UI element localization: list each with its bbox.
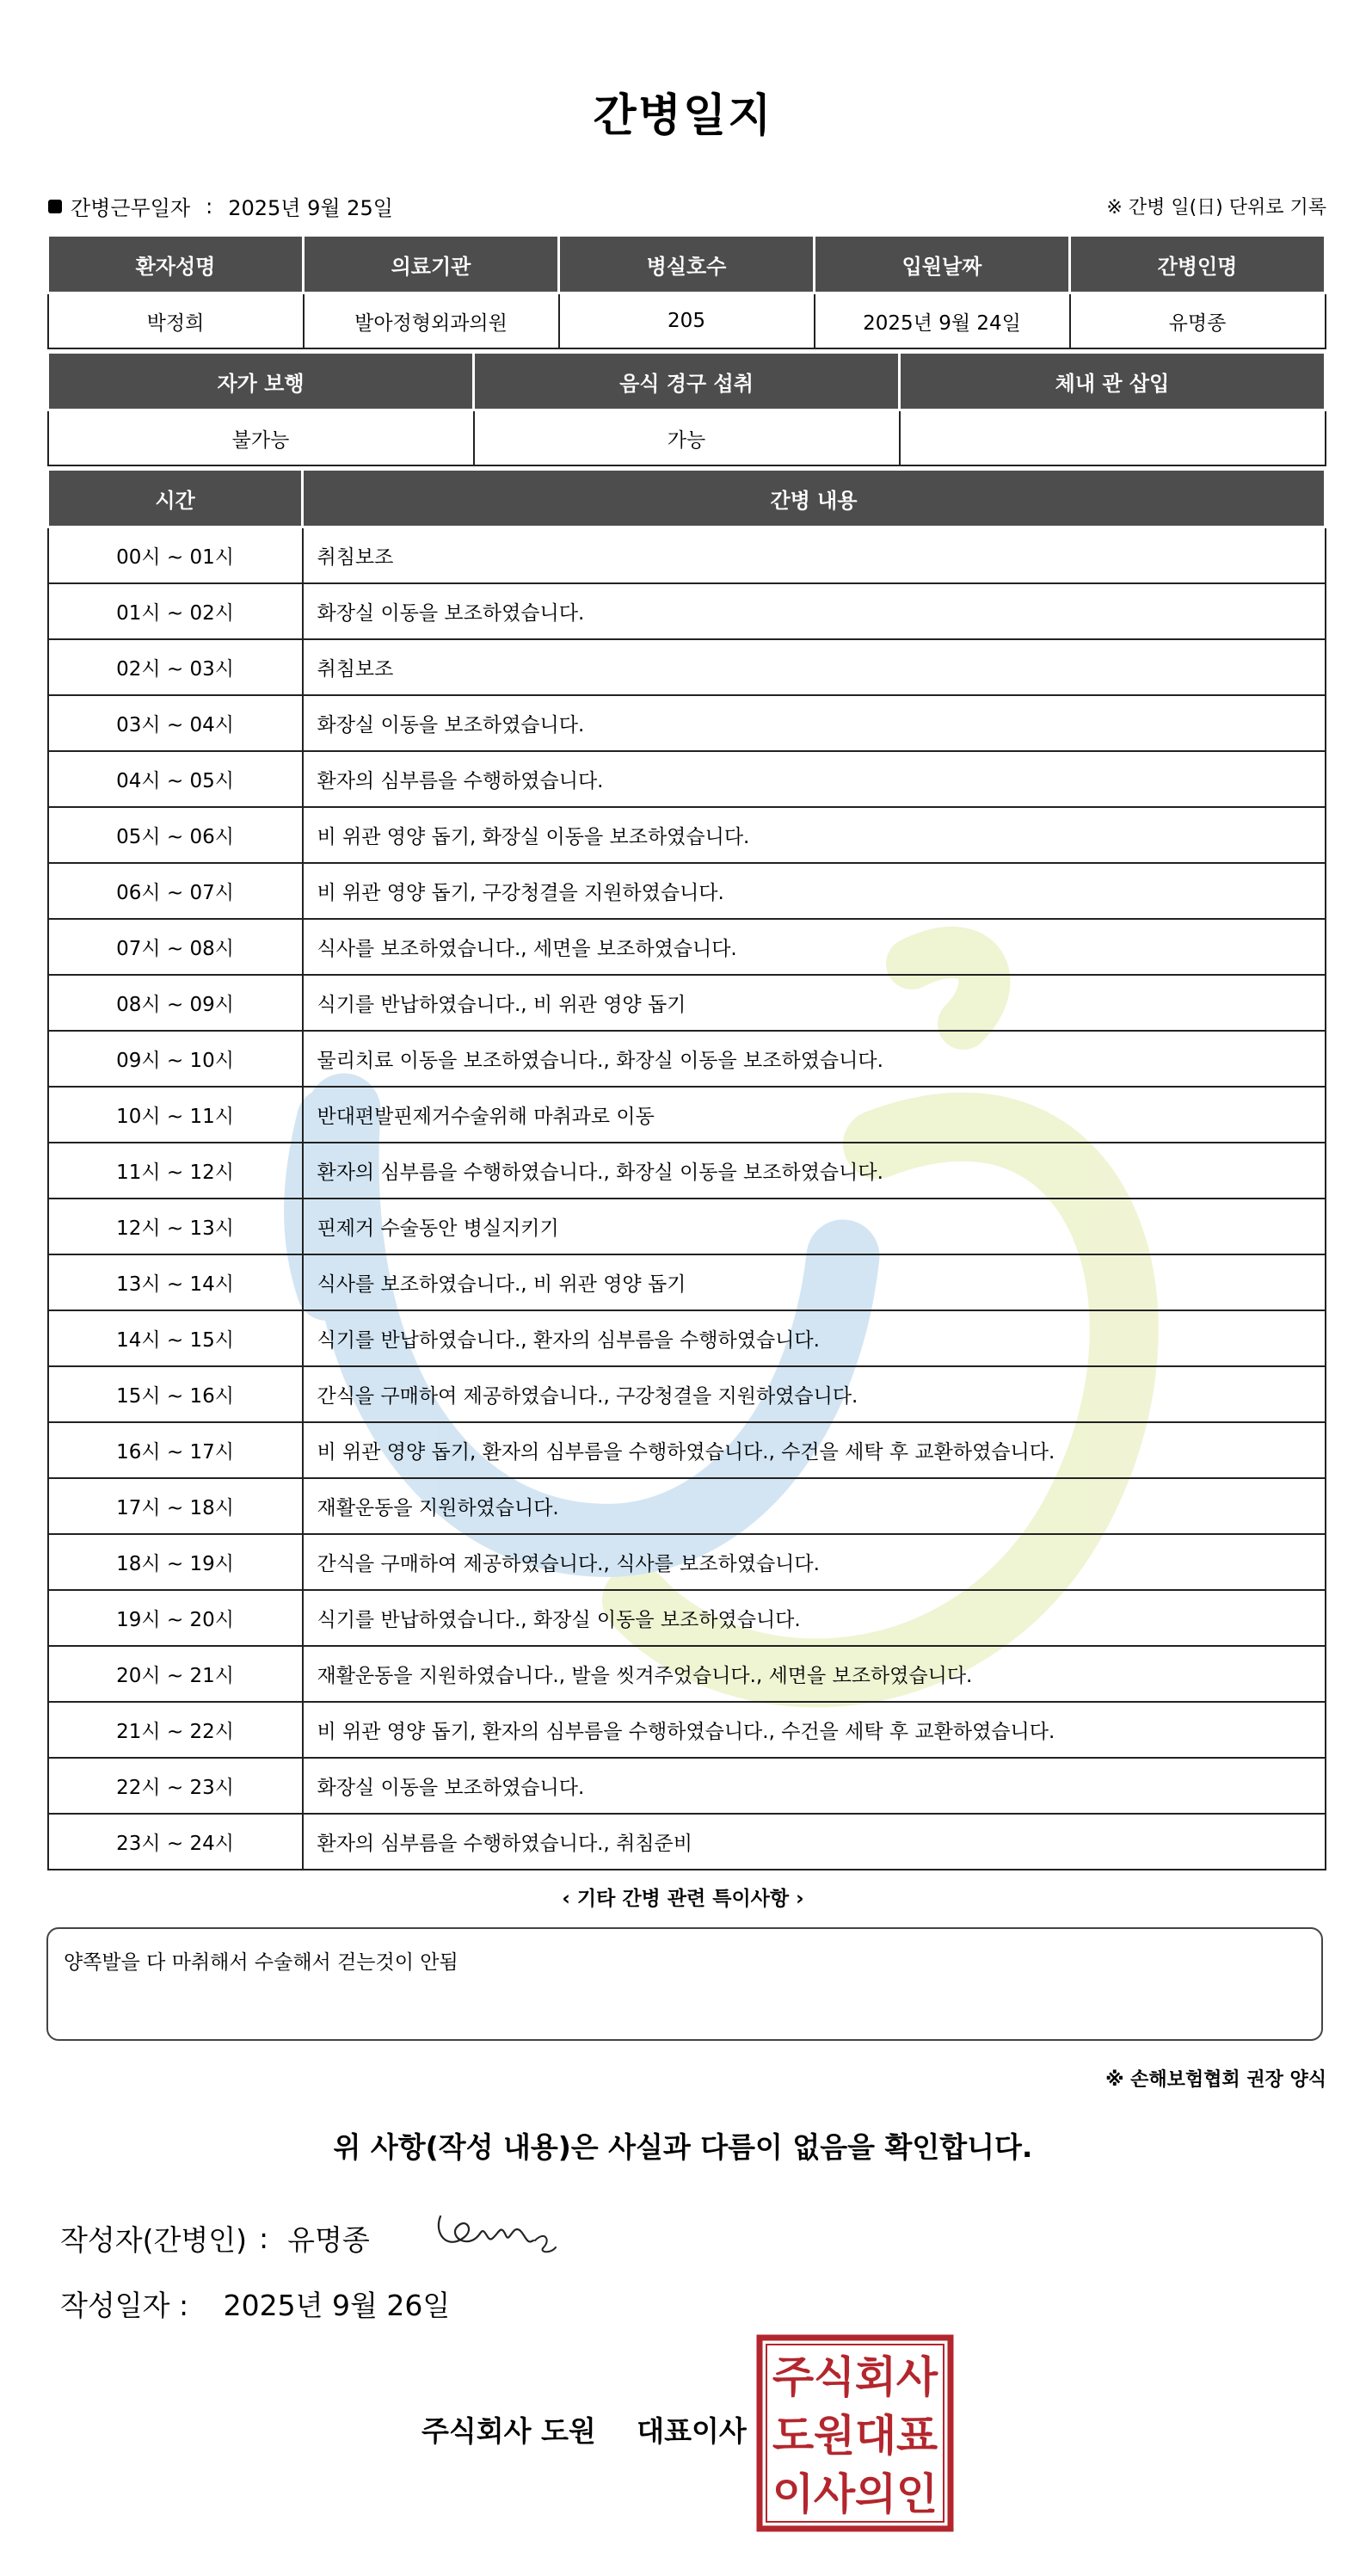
care-log-table — [46, 468, 1326, 1870]
log-content: 취침보조 — [303, 639, 1326, 695]
patient-status-table — [46, 351, 1326, 466]
header-room: 병실호수 — [559, 236, 815, 293]
log-content: 식기를 반납하였습니다., 환자의 심부름을 수행하였습니다. — [303, 1310, 1326, 1366]
log-row — [48, 1814, 1326, 1870]
log-content: 환자의 심부름을 수행하였습니다. — [303, 751, 1326, 807]
log-time: 21시 ~ 22시 — [48, 1702, 303, 1758]
seal-character: 인 — [895, 2469, 938, 2519]
log-time: 09시 ~ 10시 — [48, 1031, 303, 1087]
log-content: 환자의 심부름을 수행하였습니다., 취침준비 — [303, 1814, 1326, 1870]
log-time: 14시 ~ 15시 — [48, 1310, 303, 1366]
page-title: 간병일지 — [593, 90, 773, 142]
self-walking-value: 불가능 — [48, 410, 474, 466]
admission-date: 2025년 9월 24일 — [815, 293, 1070, 349]
header-patient-name: 환자성명 — [48, 236, 304, 293]
company-ceo-title: 대표이사 — [637, 2414, 747, 2448]
header-admission-date: 입원날짜 — [815, 236, 1070, 293]
header-tube-insertion: 체내 관 삽입 — [900, 353, 1326, 410]
seal-character: 원 — [813, 2411, 856, 2461]
log-time: 11시 ~ 12시 — [48, 1143, 303, 1199]
remarks-title: ‹ 기타 간병 관련 특이사항 › — [562, 1888, 804, 1910]
log-content: 비 위관 영양 돕기, 환자의 심부름을 수행하였습니다., 수건을 세탁 후 교환하였습니다. — [303, 1422, 1326, 1478]
log-content: 취침보조 — [303, 527, 1326, 584]
log-time: 23시 ~ 24시 — [48, 1814, 303, 1870]
log-row — [48, 751, 1326, 807]
log-row — [48, 1758, 1326, 1814]
log-content: 비 위관 영양 돕기, 구강청결을 지원하였습니다. — [303, 863, 1326, 919]
log-time: 17시 ~ 18시 — [48, 1478, 303, 1534]
confirmation-statement: 위 사항(작성 내용)은 사실과 다름이 없음을 확인합니다. — [333, 2130, 1033, 2164]
log-time: 08시 ~ 09시 — [48, 975, 303, 1031]
work-date-label: 간병근무일자 — [71, 196, 191, 220]
header-hospital: 의료기관 — [304, 236, 559, 293]
remarks-text: 양쪽발을 다 마취해서 수술해서 걷는것이 안됨 — [64, 1951, 458, 1974]
log-content: 화장실 이동을 보조하였습니다. — [303, 1758, 1326, 1814]
log-time: 10시 ~ 11시 — [48, 1087, 303, 1143]
log-content: 재활운동을 지원하였습니다., 발을 씻겨주었습니다., 세면을 보조하였습니다. — [303, 1646, 1326, 1702]
log-time: 01시 ~ 02시 — [48, 583, 303, 639]
log-time: 00시 ~ 01시 — [48, 527, 303, 584]
seal-character: 의 — [854, 2469, 897, 2519]
patient-name: 박정희 — [48, 293, 304, 349]
log-content: 간식을 구매하여 제공하였습니다., 구강청결을 지원하였습니다. — [303, 1366, 1326, 1422]
log-row — [48, 1031, 1326, 1087]
log-row — [48, 639, 1326, 695]
room-number: 205 — [559, 293, 815, 349]
log-content: 화장실 이동을 보조하였습니다. — [303, 583, 1326, 639]
log-content: 식기를 반납하였습니다., 화장실 이동을 보조하였습니다. — [303, 1590, 1326, 1646]
log-time: 02시 ~ 03시 — [48, 639, 303, 695]
log-row — [48, 807, 1326, 863]
log-content: 재활운동을 지원하였습니다. — [303, 1478, 1326, 1534]
log-time: 20시 ~ 21시 — [48, 1646, 303, 1702]
log-row — [48, 1087, 1326, 1143]
log-content: 화장실 이동을 보조하였습니다. — [303, 695, 1326, 751]
work-date-colon: : — [206, 194, 213, 219]
header-time: 시간 — [48, 470, 303, 527]
log-time: 07시 ~ 08시 — [48, 919, 303, 975]
log-content: 비 위관 영양 돕기, 화장실 이동을 보조하였습니다. — [303, 807, 1326, 863]
log-row — [48, 1702, 1326, 1758]
caregiver-name: 유명종 — [1070, 293, 1326, 349]
log-row — [48, 919, 1326, 975]
log-content: 식사를 보조하였습니다., 세면을 보조하였습니다. — [303, 919, 1326, 975]
log-row — [48, 1254, 1326, 1310]
log-row — [48, 1590, 1326, 1646]
writer-name: 유명종 — [287, 2223, 370, 2257]
log-row — [48, 975, 1326, 1031]
log-time: 13시 ~ 14시 — [48, 1254, 303, 1310]
log-time: 06시 ~ 07시 — [48, 863, 303, 919]
work-date-value: 2025년 9월 25일 — [228, 196, 393, 220]
written-date-value: 2025년 9월 26일 — [223, 2289, 451, 2322]
oral-intake-value: 가능 — [474, 410, 900, 466]
seal-character: 회 — [854, 2352, 897, 2402]
log-time: 05시 ~ 06시 — [48, 807, 303, 863]
log-time: 22시 ~ 23시 — [48, 1758, 303, 1814]
log-time: 04시 ~ 05시 — [48, 751, 303, 807]
log-row — [48, 1310, 1326, 1366]
log-time: 15시 ~ 16시 — [48, 1366, 303, 1422]
seal-character: 대 — [854, 2411, 897, 2461]
log-row — [48, 1478, 1326, 1534]
record-unit-note: ※ 간병 일(日) 단위로 기록 — [1106, 197, 1326, 219]
written-date-label: 작성일자 : — [60, 2289, 189, 2322]
square-bullet-icon — [48, 200, 62, 213]
seal-character: 표 — [895, 2411, 938, 2461]
log-time: 03시 ~ 04시 — [48, 695, 303, 751]
log-row — [48, 583, 1326, 639]
remarks-box — [46, 1927, 1323, 2041]
log-row — [48, 695, 1326, 751]
log-content: 환자의 심부름을 수행하였습니다., 화장실 이동을 보조하였습니다. — [303, 1143, 1326, 1199]
log-row — [48, 1422, 1326, 1478]
log-content: 반대편발핀제거수술위해 마취과로 이동 — [303, 1087, 1326, 1143]
patient-info-table — [46, 234, 1326, 349]
log-time: 16시 ~ 17시 — [48, 1422, 303, 1478]
form-source-note: ※ 손해보험협회 권장 양식 — [1105, 2069, 1326, 2091]
header-oral-intake: 음식 경구 섭취 — [474, 353, 900, 410]
handwritten-signature — [430, 2199, 568, 2268]
writer-row — [60, 2218, 370, 2259]
log-time: 12시 ~ 13시 — [48, 1199, 303, 1254]
seal-character: 식 — [813, 2352, 856, 2402]
log-row — [48, 863, 1326, 919]
seal-character: 사 — [813, 2469, 856, 2519]
writer-colon: : — [259, 2222, 269, 2255]
seal-character: 사 — [895, 2352, 938, 2402]
care-log-rows — [48, 527, 1326, 1870]
log-content: 식사를 보조하였습니다., 비 위관 영양 돕기 — [303, 1254, 1326, 1310]
seal-character: 도 — [772, 2411, 815, 2461]
writer-label: 작성자(간병인) — [60, 2223, 248, 2257]
work-date-row — [48, 191, 393, 221]
header-self-walking: 자가 보행 — [48, 353, 474, 410]
company-name: 주식회사 도원 — [421, 2414, 596, 2448]
log-content: 식기를 반납하였습니다., 비 위관 영양 돕기 — [303, 975, 1326, 1031]
log-content: 비 위관 영양 돕기, 환자의 심부름을 수행하였습니다., 수건을 세탁 후 교환하였습니다. — [303, 1702, 1326, 1758]
tube-insertion-value — [900, 410, 1326, 466]
written-date-row — [60, 2283, 450, 2324]
log-row — [48, 1199, 1326, 1254]
log-time: 19시 ~ 20시 — [48, 1590, 303, 1646]
seal-character: 이 — [772, 2469, 815, 2519]
log-row — [48, 527, 1326, 584]
log-content: 간식을 구매하여 제공하였습니다., 식사를 보조하였습니다. — [303, 1534, 1326, 1590]
log-time: 18시 ~ 19시 — [48, 1534, 303, 1590]
log-row — [48, 1646, 1326, 1702]
company-row — [421, 2409, 747, 2450]
header-care-content: 간병 내용 — [303, 470, 1326, 527]
hospital-name: 발아정형외과의원 — [304, 293, 559, 349]
log-content: 핀제거 수술동안 병실지키기 — [303, 1199, 1326, 1254]
log-row — [48, 1366, 1326, 1422]
log-content: 물리치료 이동을 보조하였습니다., 화장실 이동을 보조하였습니다. — [303, 1031, 1326, 1087]
seal-character: 주 — [772, 2352, 815, 2402]
log-row — [48, 1143, 1326, 1199]
log-row — [48, 1534, 1326, 1590]
header-caregiver: 간병인명 — [1070, 236, 1326, 293]
company-seal-stamp — [755, 2333, 955, 2533]
